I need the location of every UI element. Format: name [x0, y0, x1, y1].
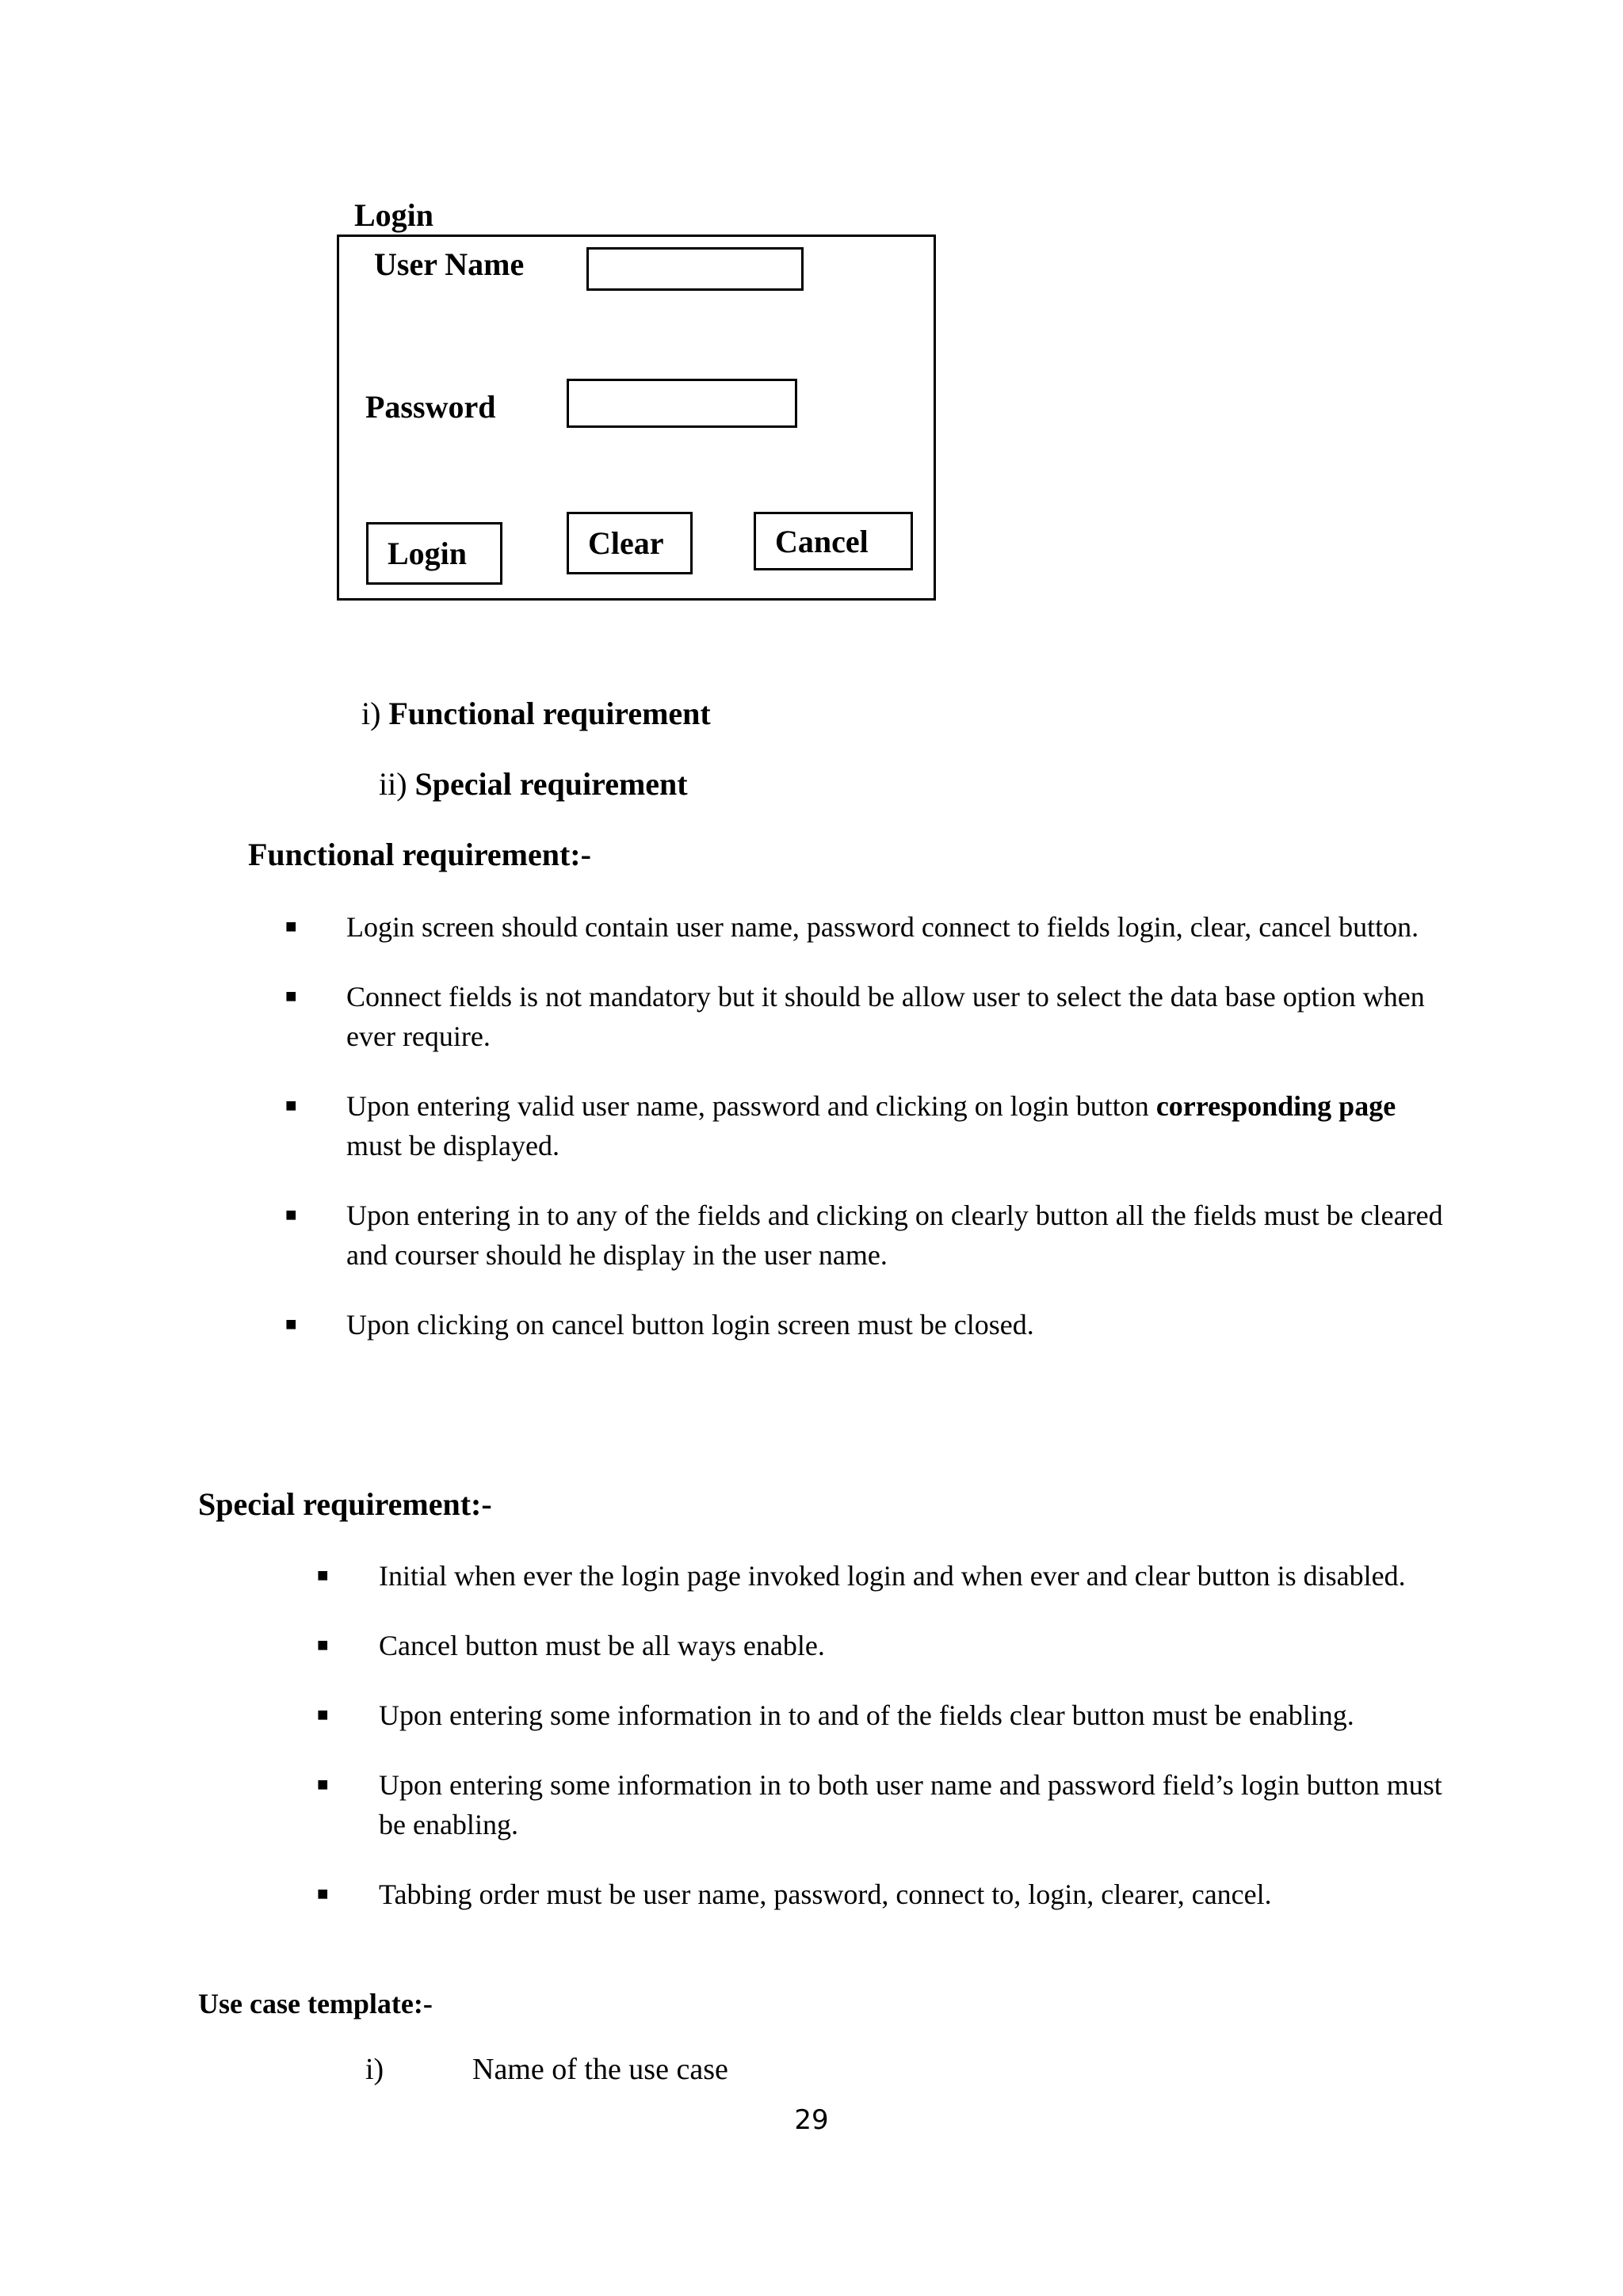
list-item: [285, 1196, 1448, 1275]
functional-heading: Functional requirement:-: [248, 837, 591, 872]
toc-item-functional: [361, 695, 711, 732]
bullet-square-icon: ■: [317, 1775, 329, 1795]
login-button[interactable]: Login: [366, 522, 502, 585]
list-item: [285, 977, 1448, 1056]
list-item: [317, 1765, 1449, 1844]
item-text: must be displayed.: [346, 1130, 559, 1161]
functional-list: [285, 907, 1448, 1375]
item-text: Upon entering valid user name, password and clicking on login button: [346, 1090, 1156, 1122]
list-item: [285, 1086, 1448, 1165]
use-case-label: Name of the use case: [472, 2053, 728, 2086]
toc-label: Special requirement: [414, 766, 688, 802]
use-case-heading: Use case template:-: [198, 1988, 433, 2019]
bullet-square-icon: ■: [317, 1705, 329, 1726]
toc-label: Functional requirement: [388, 696, 711, 731]
mockup-title: Login: [354, 197, 434, 233]
toc-item-special: [379, 765, 688, 803]
item-text: Upon entering some information in to both user name and password field’s login button must be enabling.: [379, 1769, 1442, 1840]
password-input[interactable]: [567, 379, 797, 428]
toc-number: ii): [379, 766, 407, 802]
item-text: Initial when ever the login page invoked login and when ever and clear button is disabled.: [379, 1560, 1406, 1592]
item-text: Upon entering in to any of the fields and clicking on clearly button all the fields must be cleared and courser should he display in the user name.: [346, 1199, 1443, 1271]
user-name-input[interactable]: [586, 247, 804, 291]
bullet-square-icon: ■: [285, 1096, 297, 1116]
password-label: Password: [365, 389, 496, 425]
item-text: Login screen should contain user name, password connect to fields login, clear, cancel button.: [346, 911, 1419, 943]
item-text: Connect fields is not mandatory but it should be allow user to select the data base option when ever require.: [346, 981, 1425, 1052]
bullet-square-icon: ■: [317, 1884, 329, 1905]
use-case-number: i): [365, 2053, 384, 2086]
clear-button[interactable]: Clear: [567, 512, 693, 574]
bullet-square-icon: ■: [285, 1205, 297, 1226]
item-bold-text: corresponding page: [1155, 1090, 1396, 1122]
list-item: [285, 907, 1448, 947]
bullet-square-icon: ■: [317, 1566, 329, 1586]
special-heading: Special requirement:-: [198, 1486, 492, 1522]
special-list: [317, 1556, 1449, 1944]
list-item: [317, 1875, 1449, 1914]
item-text: Upon entering some information in to and of the fields clear button must be enabling.: [379, 1699, 1354, 1731]
list-item: [317, 1556, 1449, 1596]
cancel-button[interactable]: Cancel: [754, 512, 913, 570]
bullet-square-icon: ■: [285, 986, 297, 1007]
list-item: [317, 1695, 1449, 1735]
list-item: [317, 1626, 1449, 1665]
toc-number: i): [361, 696, 381, 731]
user-name-label: User Name: [374, 246, 525, 282]
item-text: Tabbing order must be user name, password, connect to, login, clearer, cancel.: [379, 1878, 1272, 1910]
bullet-square-icon: ■: [317, 1635, 329, 1656]
item-text: Upon clicking on cancel button login screen must be closed.: [346, 1309, 1034, 1341]
item-text: Cancel button must be all ways enable.: [379, 1630, 825, 1661]
list-item: [285, 1305, 1448, 1344]
bullet-square-icon: ■: [285, 917, 297, 937]
page-number: 29: [794, 2104, 829, 2136]
bullet-square-icon: ■: [285, 1314, 297, 1335]
